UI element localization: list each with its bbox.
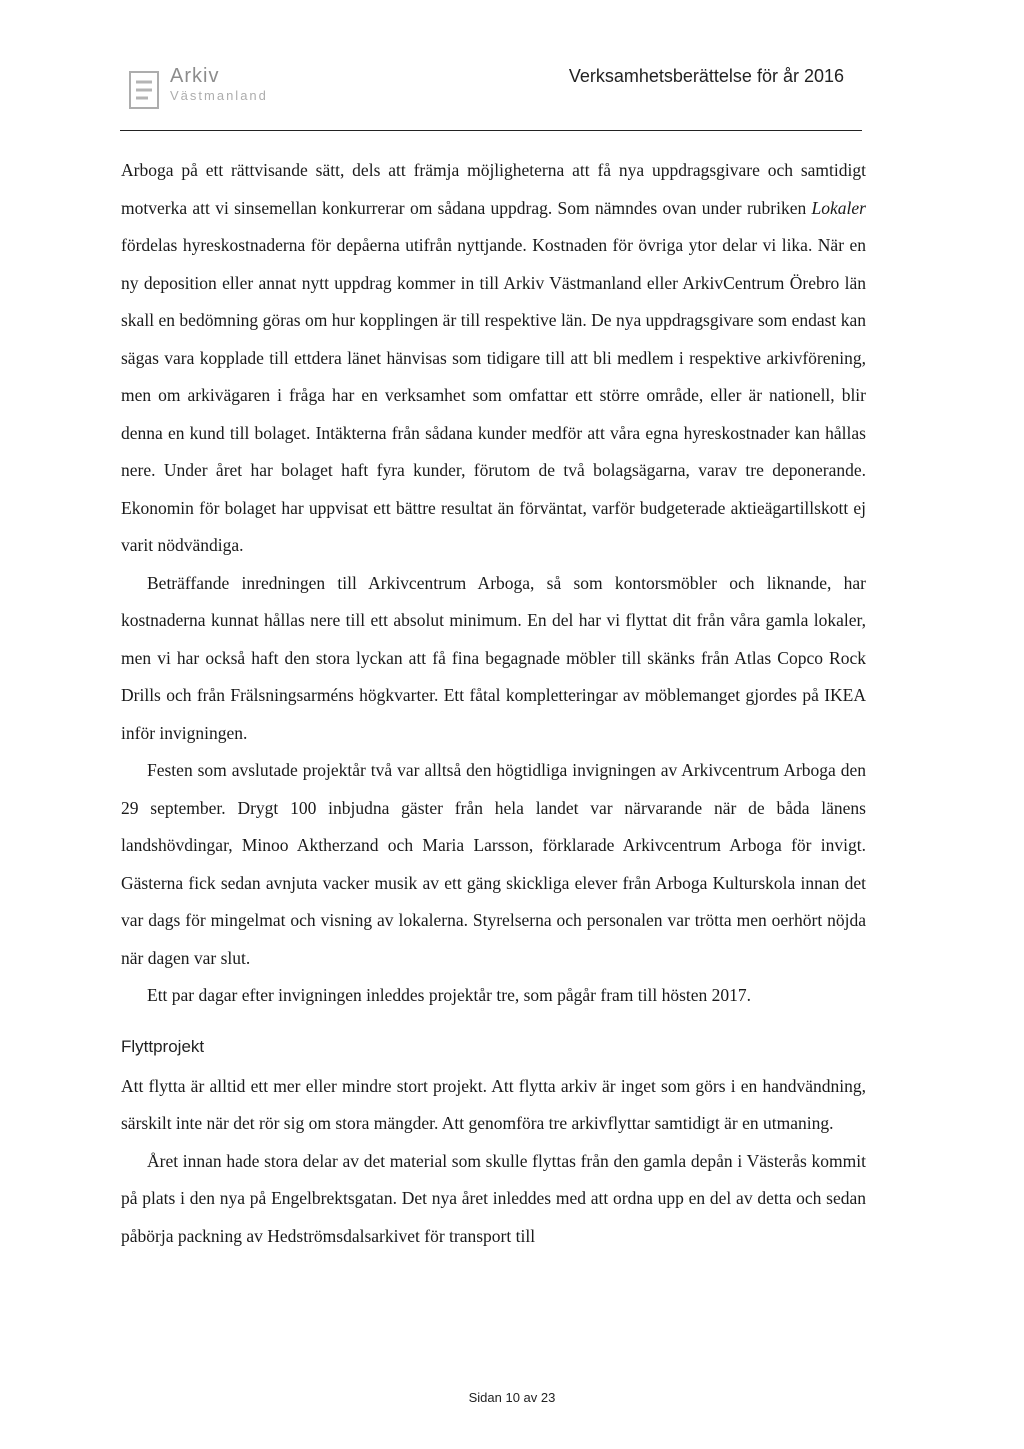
paragraph-1-emphasis: Lokaler bbox=[811, 197, 866, 218]
paragraph-2: Beträffande inredningen till Arkivcentrum Arboga, så som kontorsmöbler och liknande, har kostnaderna kunnat hållas nere till ett absolut minimum. En del har vi flyttat dit från våra gamla lokaler, men vi har också haft den stora lyckan att få fina begagnade möbler till skänks från Atlas Copco Rock Drills och från Frälsningsarméns högkvarter. Ett fåtal kompletteringar av möblemanget gjordes på IKEA inför invigningen. bbox=[121, 572, 866, 743]
paragraph-1-part-b: fördelas hyreskostnaderna för depåerna utifrån nyttjande. Kostnaden för övriga ytor delar vi lika. När en ny deposition eller annat nytt uppdrag kommer in till Arkiv Västmanland eller ArkivCentrum Örebro län skall en bedömning göras om hur kopplingen är till respektive län. De nya uppdragsgivare som endast kan sägas vara kopplade till ettdera länet hänvisas som tidigare till att bli medlem i respektive arkivförening, men om arkivägaren i fråga har en verksamhet som omfattar ett större område, eller är nationell, blir denna en kund till bolaget. Intäkterna från sådana kunder medför att våra egna hyreskostnader kan hållas nere. Under året har bolaget haft fyra kunder, förutom de två bolagsägarna, varav tre deponerande. Ekonomin för bolaget har uppvisat ett bättre resultat än förväntat, varför budgeterade aktieägartillskott ej varit nödvändiga. bbox=[121, 235, 866, 555]
paragraph-6: Året innan hade stora delar av det material som skulle flyttas från den gamla depån i Västerås kommit på plats i den nya på Engelbrektsgatan. Det nya året inleddes med att ordna upp en del av detta och sedan påbörja packning av Hedströmsdalsarkivet för transport till bbox=[121, 1150, 866, 1246]
paragraph-3: Festen som avslutade projektår två var alltså den högtidliga invigningen av Arkivcentrum Arboga den 29 september. Drygt 100 inbjudna gäster från hela landet var närvarande när de båda länens landshövdingar, Minoo Aktherzand och Maria Larsson, förklarade Arkivcentrum Arboga för invigt. Gästerna fick sedan avnjuta vacker musik av ett gäng skickliga elever från Arboga Kulturskola innan det var dags för mingelmat och visning av lokalerna. Styrelserna och personalen var trötta men oerhört nöjda när dagen var slut. bbox=[121, 760, 866, 968]
paragraph-1 bbox=[121, 152, 866, 565]
page-content bbox=[121, 152, 866, 1255]
arkiv-logo bbox=[124, 64, 324, 120]
paragraph-5: Att flytta är alltid ett mer eller mindre stort projekt. Att flytta arkiv är inget som görs i en handvändning, särskilt inte när det rör sig om stora mängder. Att genomföra tre arkivflyttar samtidigt är en utmaning. bbox=[121, 1075, 866, 1133]
logo-text: Arkiv bbox=[170, 65, 220, 87]
logo-emblem-icon bbox=[124, 68, 164, 112]
section-heading: Flyttprojekt bbox=[121, 1036, 205, 1056]
document-title: Verksamhetsberättelse för år 2016 bbox=[568, 66, 844, 86]
paragraph-1-part-a: Arboga på ett rättvisande sätt, dels att främja möjligheterna att få nya uppdragsgivare och samtidigt motverka att vi sinsemellan konkurrerar om sådana uppdrag. Som nämndes ovan under rubriken bbox=[121, 160, 866, 218]
logo-subtext: Västmanland bbox=[170, 88, 268, 103]
page-header bbox=[120, 62, 862, 131]
page-number: Sidan 10 av 23 bbox=[468, 1390, 556, 1405]
paragraph-4: Ett par dagar efter invigningen inleddes projektår tre, som pågår fram till hösten 2017. bbox=[147, 985, 752, 1005]
